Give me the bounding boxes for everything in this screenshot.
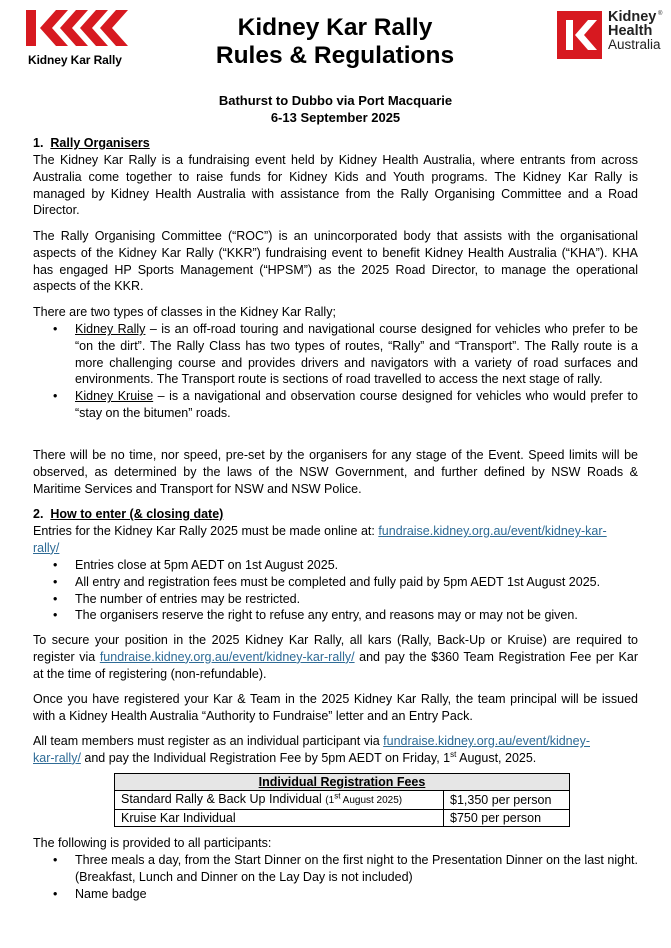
title-line-2: Rules & Regulations bbox=[215, 42, 455, 69]
fees-table bbox=[114, 773, 570, 827]
list-item bbox=[33, 607, 638, 624]
entry-rules-list bbox=[33, 557, 638, 624]
individual-link[interactable]: fundraise.kidney.org.au/event/kidney- bbox=[383, 734, 590, 748]
list-item-text: Three meals a day, from the Start Dinner on the first night to the Presentation Dinner on the last night. (Breakfast, Lunch and Dinner on the Lay Day is not included) bbox=[75, 853, 638, 884]
kha-word-3: Australia bbox=[608, 37, 661, 52]
left-logo-text: Kidney Kar Rally bbox=[28, 53, 122, 67]
individual-text-b: and pay the Individual Registration Fee by 5pm AEDT on Friday, 1 bbox=[80, 750, 451, 765]
fee-label: Kruise Kar Individual bbox=[115, 810, 444, 827]
bullet-icon: • bbox=[53, 608, 58, 623]
section-1-heading bbox=[33, 135, 638, 152]
secure-text-a: To secure your position in the 2025 Kidney Kar Rally, all kars (Rally, Back-Up or Kruise) are required to register via bbox=[33, 633, 638, 664]
bullet-icon: • bbox=[53, 886, 58, 901]
section-1-para-2: The Rally Organising Committee (“ROC”) is an unincorporated body that assists with the organisational aspects of the Kidney Kar Rally (“KKR”) fundraising event to benefit Kidney Health Australia (“KHA”). KHA has engaged HP Sports Management (“HPSM”) as the 2025 Road Director, to manage the operational aspects of the KKR. bbox=[33, 229, 638, 294]
bullet-icon: • bbox=[53, 591, 58, 606]
section-1-number: 1. bbox=[33, 136, 44, 150]
table-row bbox=[115, 810, 570, 827]
entry-link-continued[interactable]: rally/ bbox=[33, 540, 60, 555]
list-item-text: Entries close at 5pm AEDT on 1st August 2025. bbox=[75, 558, 339, 572]
bullet-icon: • bbox=[53, 853, 58, 867]
fee-price: $1,350 per person bbox=[444, 791, 570, 810]
class-description: – is an off-road touring and navigational course designed for vehicles who prefer to be “on the dirt”. The Rally Class has two types of routes, “Rally” and “Transport”. The Rally route is a more challenging course and provides drivers and navigators with a variety of road surfaces and environments. The Transport route is sections of road travelled to access the next stage of rally. bbox=[75, 322, 638, 387]
once-paragraph: Once you have registered your Kar & Team in the 2025 Kidney Kar Rally, the team principal will be issued with a Kidney Health Australia “Authority to Fundraise” letter and an Entry Pack. bbox=[33, 692, 638, 723]
list-item-text: The number of entries may be restricted. bbox=[75, 591, 301, 606]
class-name: Kidney Rally bbox=[75, 322, 146, 336]
list-item bbox=[33, 574, 638, 591]
kha-k-icon bbox=[557, 11, 602, 59]
chevron-logo-icon bbox=[26, 8, 130, 50]
list-item-text: The organisers reserve the right to refuse any entry, and reasons may or may not be given. bbox=[75, 608, 578, 623]
fee-note-a: (1 bbox=[325, 795, 335, 806]
class-name: Kidney Kruise bbox=[75, 389, 154, 404]
individual-link-continued[interactable]: kar-rally/ bbox=[33, 750, 81, 765]
list-item-text: All entry and registration fees must be completed and fully paid by 5pm AEDT 1st August 2025. bbox=[75, 574, 601, 589]
list-item bbox=[33, 557, 638, 574]
section-1-para-4: There will be no time, nor speed, pre-set by the organisers for any stage of the Event. Speed limits will be observed, as determined by the laws of the NSW Government, and further defined by NSW Roads & Maritime Services and Transport for NSW and NSW Police. bbox=[33, 448, 638, 496]
list-item bbox=[33, 321, 638, 388]
kidney-health-australia-logo bbox=[557, 11, 667, 61]
individual-paragraph bbox=[33, 733, 638, 767]
list-item bbox=[33, 852, 638, 886]
fee-price: $750 per person bbox=[444, 810, 570, 827]
entries-paragraph bbox=[33, 523, 638, 557]
bullet-icon: • bbox=[53, 322, 58, 336]
bullet-icon: • bbox=[53, 574, 58, 589]
fee-note-b: August 2025) bbox=[340, 795, 403, 806]
secure-text-b: and pay the $360 Team Registration Fee per Kar at the time of registering (non-refundable). bbox=[33, 649, 638, 681]
list-item bbox=[33, 388, 638, 422]
trademark-symbol: ® bbox=[658, 11, 663, 17]
table-header-row bbox=[115, 774, 570, 791]
following-paragraph: The following is provided to all participants: bbox=[33, 836, 272, 850]
list-item-text: Name badge bbox=[75, 886, 147, 901]
entries-text: Entries for the Kidney Kar Rally 2025 must be made online at: bbox=[33, 524, 379, 538]
bullet-icon: • bbox=[53, 389, 58, 404]
section-2-title: How to enter (& closing date) bbox=[50, 507, 224, 521]
provided-list bbox=[33, 852, 638, 902]
bullet-icon: • bbox=[53, 558, 58, 572]
secure-paragraph bbox=[33, 632, 638, 682]
list-item bbox=[33, 886, 638, 903]
list-item bbox=[33, 591, 638, 608]
section-1-para-3: There are two types of classes in the Kidney Kar Rally; bbox=[33, 305, 336, 319]
ordinal-suffix: st bbox=[450, 749, 457, 759]
class-description: – is a navigational and observation course designed for vehicles who would prefer to “stay on the bitumen” roads. bbox=[75, 389, 638, 420]
table-header: Individual Registration Fees bbox=[115, 774, 570, 791]
kha-word-2: Health bbox=[608, 23, 653, 39]
section-1-title: Rally Organisers bbox=[50, 136, 150, 150]
fee-label-text: Standard Rally & Back Up Individual bbox=[121, 792, 326, 806]
kidney-kar-rally-logo bbox=[26, 8, 136, 70]
register-link[interactable]: fundraise.kidney.org.au/event/kidney-kar-rally/ bbox=[99, 649, 355, 664]
kha-word-1: Kidney bbox=[608, 9, 657, 25]
fee-note bbox=[325, 791, 403, 806]
individual-text-c: August, 2025. bbox=[456, 750, 537, 765]
event-route: Bathurst to Dubbo via Port Macquarie bbox=[218, 93, 453, 108]
section-1-para-1: The Kidney Kar Rally is a fundraising event held by Kidney Health Australia, where entrants from across Australia come together to raise funds for Kidney Kids and Youth programs. The Kidney Kar Rally is managed by Kidney Health Australia with assistance from the Rally Organising Committee and a Road Director. bbox=[33, 153, 638, 218]
table-row bbox=[115, 791, 570, 810]
section-2-heading bbox=[33, 506, 638, 523]
fee-note-sup: st bbox=[334, 791, 341, 801]
entry-link[interactable]: fundraise.kidney.org.au/event/kidney-kar- bbox=[378, 524, 607, 538]
fee-label bbox=[115, 791, 444, 810]
page-title bbox=[180, 14, 490, 70]
section-2-number: 2. bbox=[33, 507, 44, 521]
title-line-1: Kidney Kar Rally bbox=[237, 14, 433, 41]
event-dates: 6-13 September 2025 bbox=[270, 110, 401, 125]
kha-wordmark bbox=[608, 10, 661, 52]
individual-text-a: All team members must register as an individual participant via bbox=[33, 734, 384, 748]
class-list bbox=[33, 321, 638, 422]
